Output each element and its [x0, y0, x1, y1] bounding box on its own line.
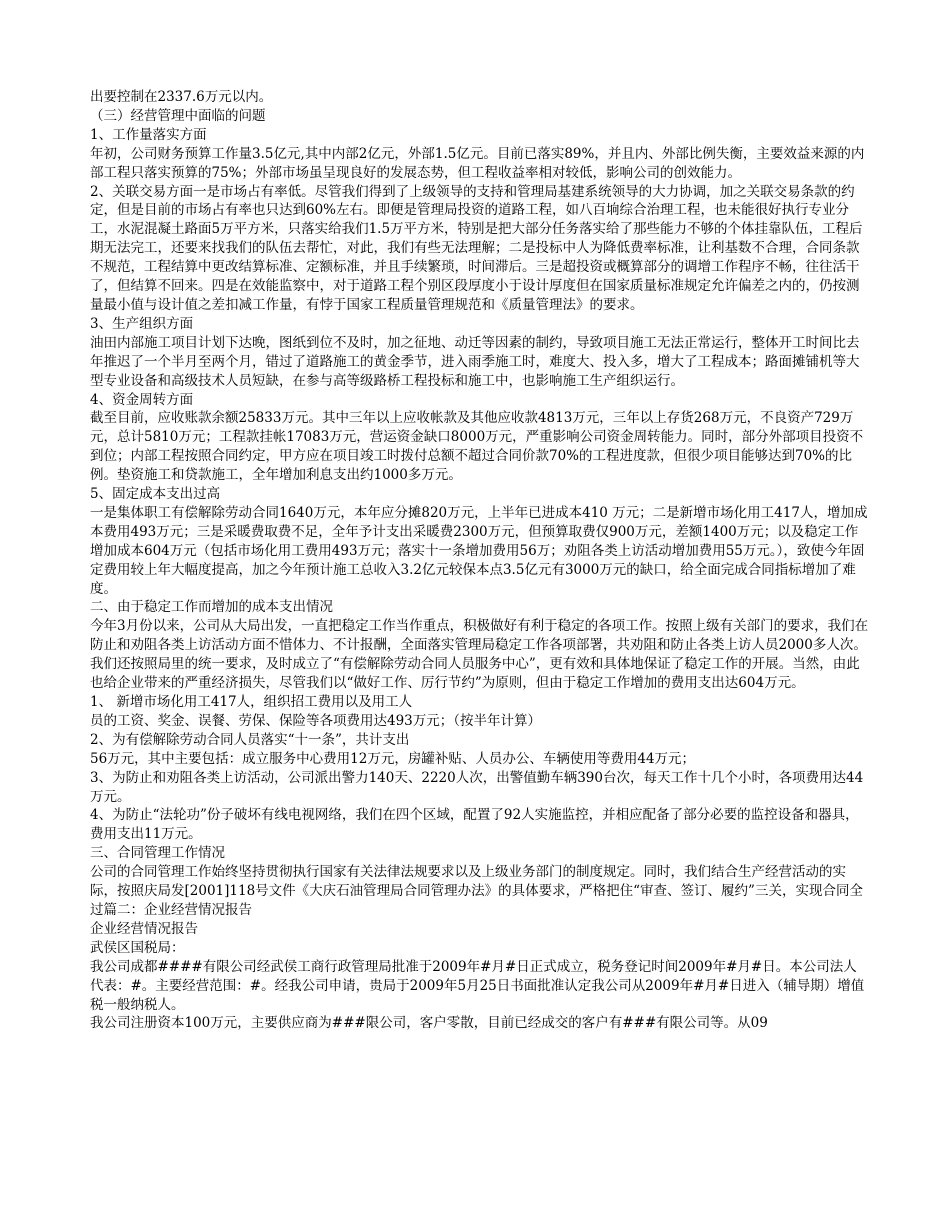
section-heading: 二、由于稳定工作而增加的成本支出情况 — [90, 599, 333, 616]
paragraph: 油田内部施工项目计划下达晚，图纸到位不及时，加之征地、动迁等因素的制约，导致项目施工无法正常运行，整体开工时间比去年推迟了一个半月至两个月，错过了道路施工的黄金季节，进入雨季施工时，难度大、投入多，增大了工程成本；路面摊铺机等大型专业设备和高级技术人员短缺，在参与高等级路桥工程投标和施工中，也影响施工生产组织运行。 — [90, 334, 860, 389]
subsection-heading: 5、固定成本支出过高 — [90, 486, 221, 503]
subsection-heading: 4、资金周转方面 — [90, 391, 194, 408]
paragraph: 今年3月份以来，公司从大局出发，一直把稳定工作当作重点，积极做好有利于稳定的各项工作。按照上级有关部门的要求，我们在防止和劝阻各类上访活动方面不惜体力、不计报酬，全面落实管理局稳定工作各项部署，共劝阻和防止各类上访人员2000多人次。我们还按照局里的统一要求，及时成立了“有偿解除劳动合同人员服务中心”，更有效和具体地保证了稳定工作的开展。当然，由此也给企业带来的严重经济损失，尽管我们以“做好工作、厉行节约”为原则，但由于稳定工作增加的费用支出达604万元。 — [90, 618, 869, 692]
section-heading: 三、合同管理工作情况 — [90, 845, 225, 862]
paragraph: 年初，公司财务预算工作量3.5亿元,其中内部2亿元，外部1.5亿元。目前已落实89%，并且内、外部比例失衡，主要效益来源的内部工程只落实预算的75%；外部市场虽呈现良好的发展态势，但工程收益率相对较低，影响公司的创效能力。 — [90, 145, 865, 181]
subsection-heading: 3、生产组织方面 — [90, 315, 194, 332]
paragraph: 56万元，其中主要包括：成立服务中心费用12万元，房罐补贴、人员办公、车辆使用等费用44万元； — [90, 750, 696, 767]
list-item: 4、为防止“法轮功”份子破坏有线电视网络，我们在四个区域，配置了92人实施监控，并相应配备了部分必要的监控设备和器具，费用支出11万元。 — [90, 807, 859, 843]
paragraph: 出要控制在2337.6万元以内。 — [90, 89, 273, 105]
list-item: 3、为防止和劝阻各类上访活动，公司派出警力140天、2220人次，出警值勤车辆390台次，每天工作十几个小时，各项费用达44万元。 — [90, 769, 864, 805]
paragraph: 一是集体职工有偿解除劳动合同1640万元，本年应分摊820万元，上半年已进成本410 万元；二是新增市场化用工417人，增加成本费用493万元；三是采暖费取费不足，全年予计支出采暖费2300万元，但预算取费仅900万元，差额1400万元；以及稳定工作增加成本604万元（包括市场化用工费用493万元；落实十一条增加费用56万；劝阻各类上访活动增加费用55万元。），致使今年固定费用较上年大幅度提高，加之今年预计施工总收入3.2亿元较保本点3.5亿元有3000万元的缺口，给全面完成合同指标增加了难度。 — [90, 504, 868, 597]
paragraph: 公司的合同管理工作始终坚持贯彻执行国家有关法律法规要求以及上级业务部门的制度规定。同时，我们结合生产经营活动的实际，按照庆局发[2001]118号文件《大庆石油管理局合同管理办法》的具体要求，严格把住“审查、签订、履约”三关，实现合同全过篇二：企业经营情况报告 — [90, 864, 863, 918]
document-body — [90, 88, 870, 1033]
list-item: 1、 新增市场化用工417人，组织招工费用以及用工人 — [90, 694, 413, 710]
paragraph: 2、关联交易方面一是市场占有率低。尽管我们得到了上级领导的支持和管理局基建系统领导的大力协调，加之关联交易条款的约定，但是目前的市场占有率也只达到60%左右。即便是管理局投资的道路工程，如八百垧综合治理工程，也未能很好执行专业分工，水泥混凝土路面5万平方米，只落实给我们1.5万平方米，特别是把大部分任务落实给了那些能力不够的个体挂靠队伍，工程后期无法完工，还要来找我们的队伍去帮忙，对此，我们有些无法理解；二是投标中人为降低费率标准，让利基数不合理，合同条款不规范，工程结算中更改结算标准、定额标准，并且手续繁琐，时间滞后。三是超投资或概算部分的调增工作程序不畅，往往活干了，但结算不回来。四是在效能监察中，对于道路工程个别区段厚度小于设计厚度但在国家质量标准规定允许偏差之内的，仍按测量最小值与设计值之差扣减工作量，有悖于国家工程质量管理规范和《质量管理法》的要求。 — [90, 183, 863, 313]
paragraph: 我公司成都####有限公司经武侯工商行政管理局批准于2009年#月#日正式成立，税务登记时间2009年#月#日。本公司法人代表：#。主要经营范围：#。经我公司申请，贵局于2009年5月25日书面批准认定我公司从2009年#月#日进入（辅导期）增值税一般纳税人。 — [90, 958, 865, 1013]
subsection-heading: 1、工作量落实方面 — [90, 126, 207, 143]
paragraph: 我公司注册资本100万元，主要供应商为###限公司，客户零散，目前已经成交的客户有###有限公司等。从09 — [90, 1015, 768, 1032]
section-heading: （三）经营管理中面临的问题 — [90, 107, 266, 124]
paragraph: 员的工资、奖金、误餐、劳保、保险等各项费用达493万元；（按半年计算） — [90, 712, 542, 729]
salutation: 武侯区国税局： — [90, 939, 185, 956]
document-title: 企业经营情况报告 — [90, 920, 198, 937]
list-item: 2、为有偿解除劳动合同人员落实“十一条”，共计支出 — [90, 731, 410, 748]
paragraph: 截至目前，应收账款余额25833万元。其中三年以上应收帐款及其他应收款4813万元，三年以上存货268万元，不良资产729万元，总计5810万元；工程款挂帐17083万元，营运资金缺口8000万元，严重影响公司资金周转能力。同时，部分外部项目投资不到位；内部工程按照合同约定，甲方应在项目竣工时拨付总额不超过合同价款70%的工程进度款，但很少项目能够达到70%的比例。垫资施工和贷款施工，全年增加利息支出约1000多万元。 — [90, 410, 864, 484]
